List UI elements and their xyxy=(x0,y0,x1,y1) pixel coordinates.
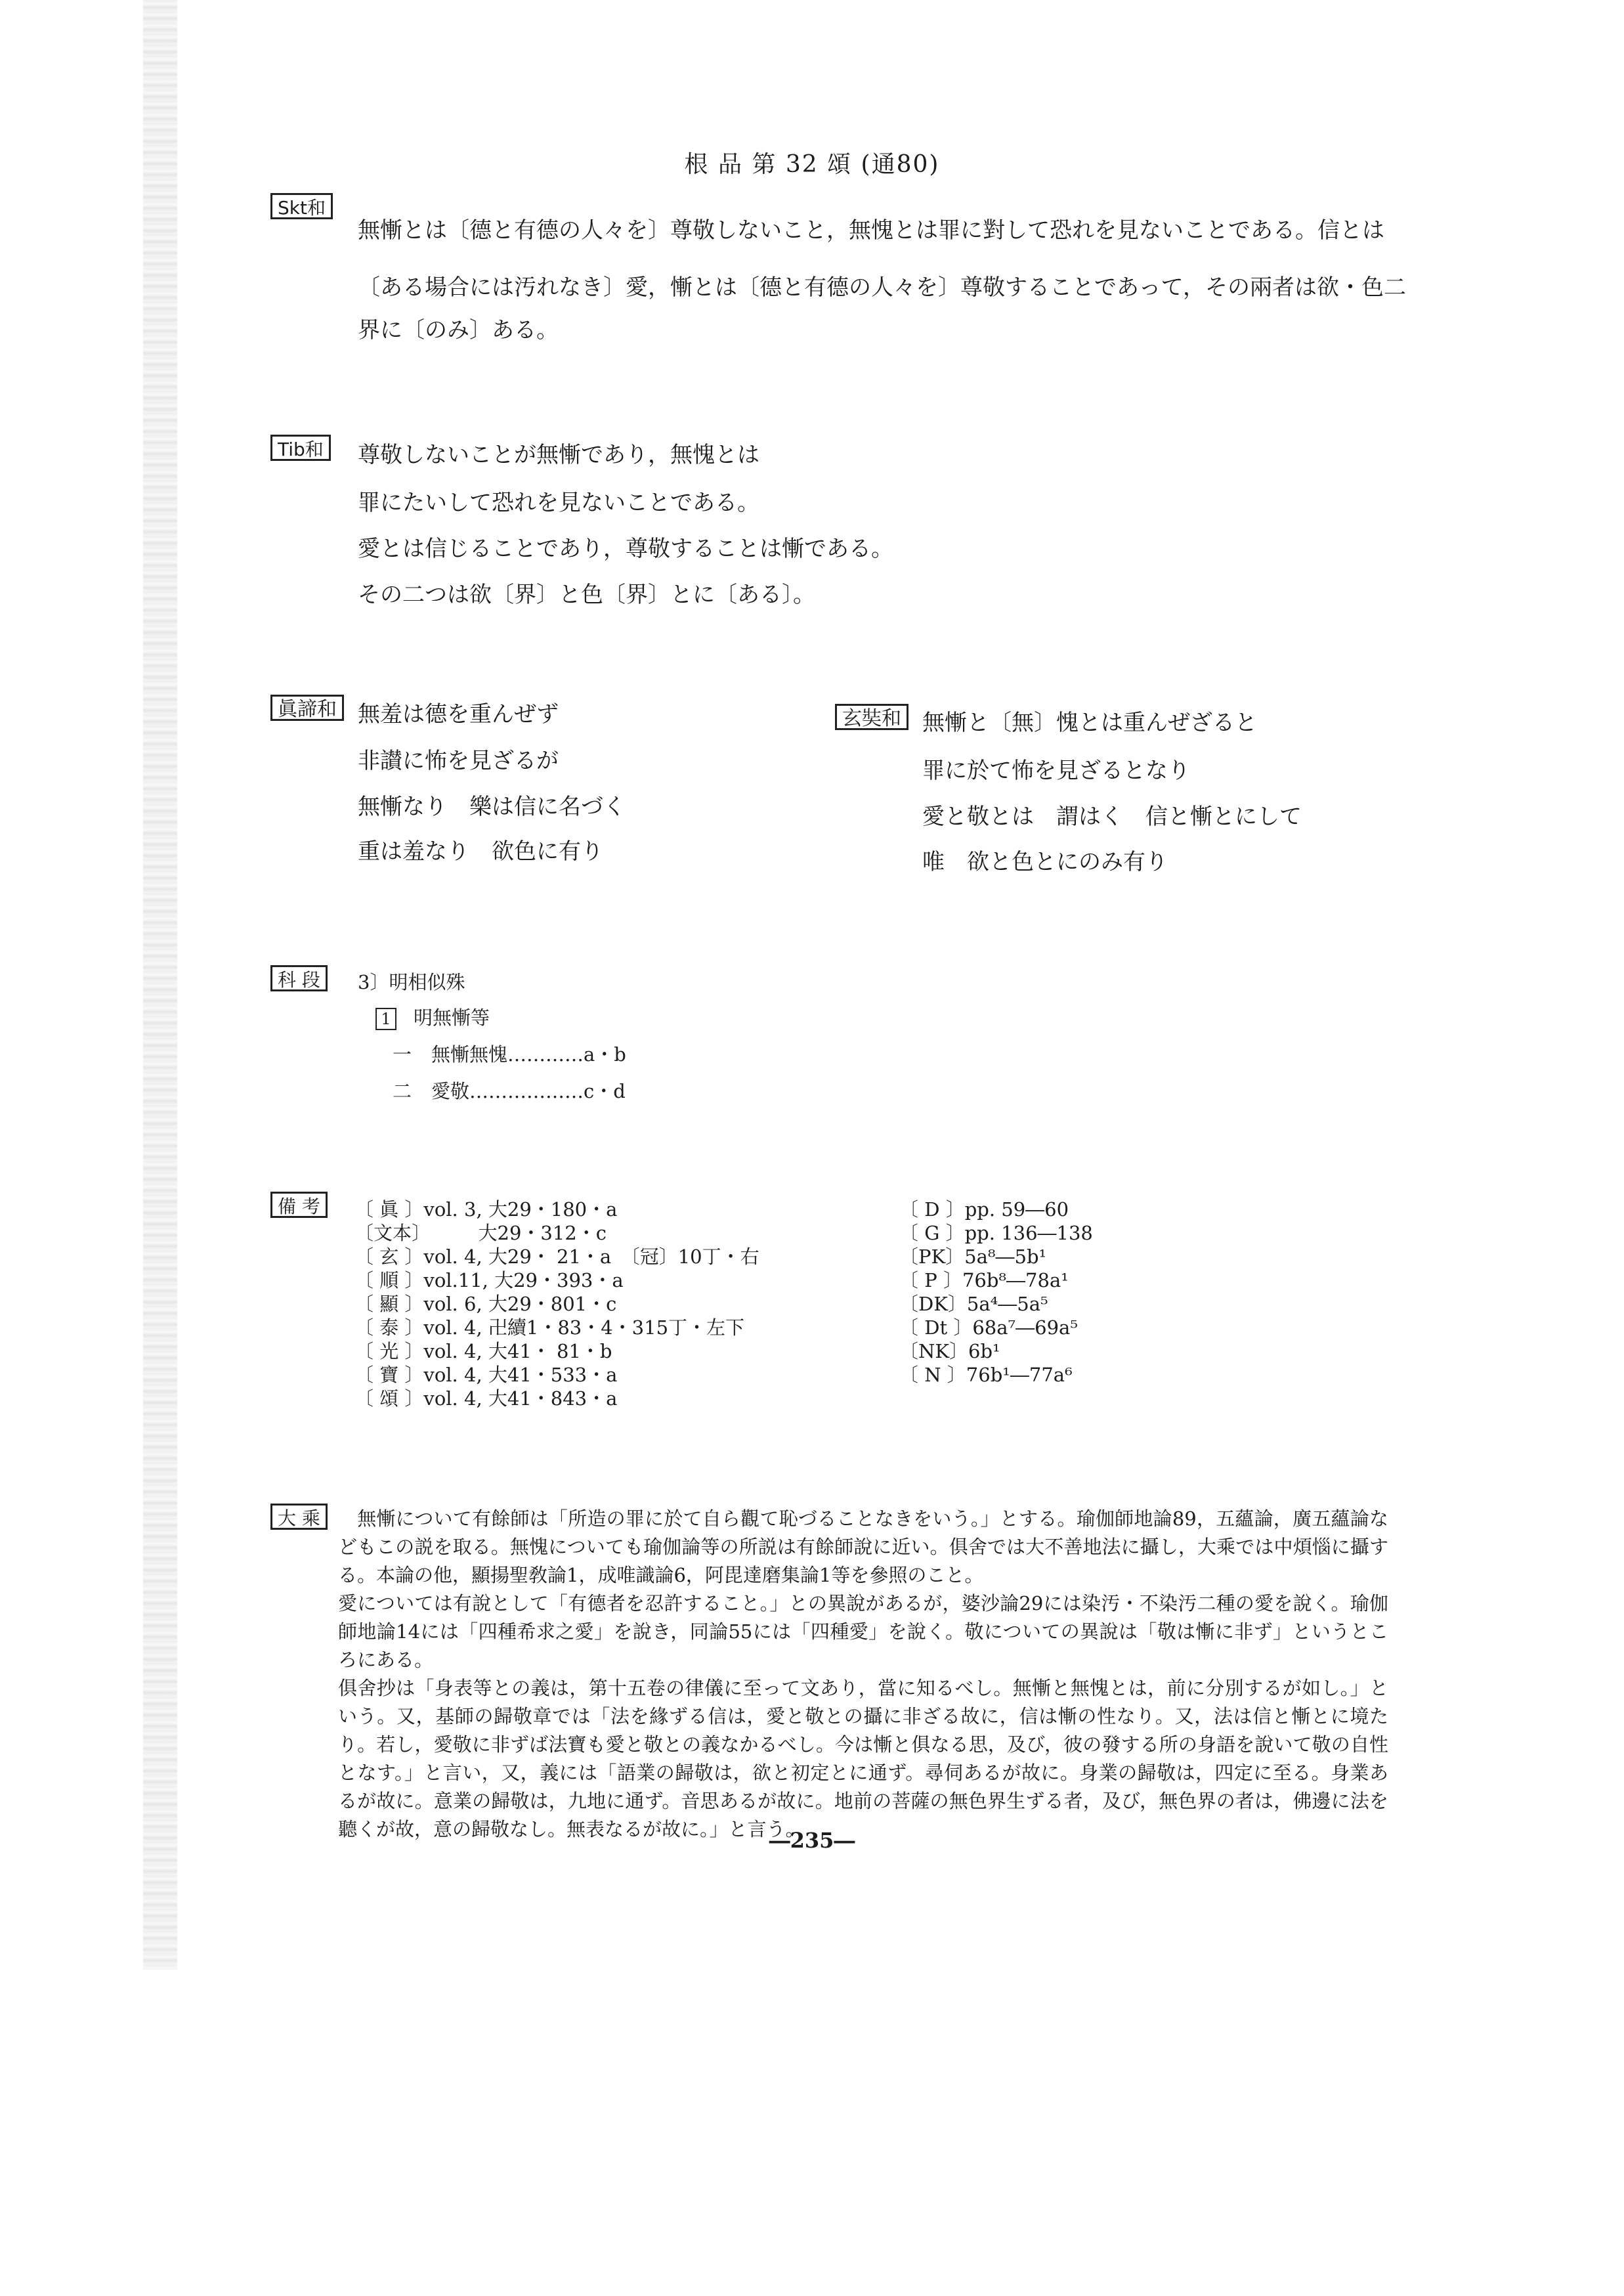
biko-left-4: 〔 順 〕vol.11, 大29・393・a xyxy=(354,1269,624,1291)
biko-left-5: 〔 顯 〕vol. 6, 大29・801・c xyxy=(354,1293,617,1315)
kadan-sub-num: 1 xyxy=(375,1008,396,1030)
biko-left-7: 〔 光 〕vol. 4, 大41・ 81・b xyxy=(354,1340,612,1362)
biko-right-4: 〔 P 〕76b⁸―78a¹ xyxy=(899,1269,1069,1291)
shindai-line-2: 非讃に怖を見ざるが xyxy=(358,748,559,774)
genjo-line-1: 無慚と〔無〕愧とは重んぜざると xyxy=(922,710,1257,736)
tib-line-4: その二つは欲〔界〕と色〔界〕とに〔ある〕。 xyxy=(358,582,815,608)
biko-left-8: 〔 寶 〕vol. 4, 大41・533・a xyxy=(354,1364,618,1386)
kadan-sub xyxy=(375,1003,490,1030)
genjo-line-3: 愛と敬とは 謂はく 信と慚とにして xyxy=(922,804,1302,830)
daijo-paragraph-1: 無慚について有餘師は「所造の罪に於て自ら觀て恥づることなきをいう。」とする。瑜伽師地論89，五蘊論，廣五蘊論などもこの説を取る。無愧についても瑜伽論等の所説は有餘師說に近い。俱舍では大不善地法に攝し，大乘では中煩惱に攝する。本論の他，顯揚聖敎論1，成唯識論6，阿毘達磨集論1等を參照のこと。 xyxy=(338,1507,1388,1586)
tib-tag: Tib和 xyxy=(270,435,331,461)
tib-line-1: 尊敬しないことが無慚であり，無愧とは xyxy=(358,442,759,468)
biko-left-6: 〔 泰 〕vol. 4, 卍續1・83・4・315丁・左下 xyxy=(354,1316,745,1339)
skt-tag: Skt和 xyxy=(270,193,333,219)
genjo-line-4: 唯 欲と色とにのみ有り xyxy=(922,849,1168,875)
biko-right-7: 〔NK〕6b¹ xyxy=(899,1340,1000,1362)
kadan-item-text: 無慚無愧…………a・b xyxy=(431,1043,626,1066)
scan-edge xyxy=(143,0,177,1970)
kadan-tag: 科 段 xyxy=(270,965,328,991)
skt-line-2: 〔ある場合には汚れなき〕愛，慚とは〔德と有德の人々を〕尊敬することであって，その兩者は欲・色二 xyxy=(358,274,1406,301)
shindai-line-4: 重は羞なり 欲色に有り xyxy=(358,838,603,865)
tib-line-3: 愛とは信じることであり，尊敬することは慚である。 xyxy=(358,536,893,562)
biko-right-8: 〔 N 〕76b¹―77a⁶ xyxy=(899,1364,1073,1386)
kadan-head: 3〕明相似殊 xyxy=(358,971,465,993)
biko-tag: 備 考 xyxy=(270,1192,328,1218)
tib-line-2: 罪にたいして恐れを見ないことである。 xyxy=(358,490,759,516)
biko-right-6: 〔 Dt 〕68a⁷―69a⁵ xyxy=(899,1316,1078,1339)
daijo-tag: 大 乘 xyxy=(270,1504,328,1530)
kadan-item-text: 愛敬………………c・d xyxy=(431,1080,626,1102)
biko-right-2: 〔 G 〕pp. 136―138 xyxy=(899,1222,1093,1244)
shindai-tag: 眞諦和 xyxy=(270,695,344,721)
genjo-line-2: 罪に於て怖を見ざるとなり xyxy=(922,758,1190,784)
biko-left-3: 〔 玄 〕vol. 4, 大29・ 21・a 〔冠〕10丁・右 xyxy=(354,1245,759,1268)
daijo-paragraph-2: 愛については有說として「有德者を忍許すること。」との異說があるが，婆沙論29には染汚・不染汚二種の愛を說く。瑜伽師地論14には「四種希求之愛」を說き，同論55には「四種愛」を說く。敬についての異說は「敬は慚に非ず」というところにある。 xyxy=(338,1592,1388,1671)
kadan-sub-text: 明無慚等 xyxy=(414,1007,490,1029)
skt-line-1: 無慚とは〔德と有德の人々を〕尊敬しないこと，無愧とは罪に對して恐れを見ないことである。信とは xyxy=(358,217,1384,244)
biko-left-9: 〔 頌 〕vol. 4, 大41・843・a xyxy=(354,1387,618,1410)
daijo-paragraph-3: 俱舍抄は「身表等との義は，第十五卷の律儀に至って文あり，當に知るべし。無慚と無愧とは，前に分別するが如し。」という。又，基師の歸敬章では「法を緣ずる信は，愛と敬との攝に非ざる故に，信は慚の性なり。又，法は信と慚とに境たり。若し，愛敬に非ずば法寶も愛と敬との義なかるべし。今は慚と俱なる思，及び，彼の發する所の身語を說いて敬の自性となす。」と言い，又，義には「語業の歸敬は，欲と初定とに通ず。尋伺あるが故に。身業の歸敬は，四定に至る。身業あるが故に。意業の歸敬は，九地に通ず。音思あるが故に。地前の菩薩の無色界生ずる者，及び，無色界の者は，佛邊に法を聽くが故，意の歸敬なし。無表なるが故に。」と言う。 xyxy=(338,1677,1388,1840)
biko-right-1: 〔 D 〕pp. 59―60 xyxy=(899,1198,1069,1221)
page-number: ―235― xyxy=(769,1828,855,1853)
biko-left-2: 〔文本〕 大29・312・c xyxy=(354,1222,607,1244)
biko-right-3: 〔PK〕5a⁸―5b¹ xyxy=(899,1245,1047,1268)
kadan-item-2 xyxy=(393,1077,626,1104)
kadan-item-1 xyxy=(393,1040,626,1067)
shindai-line-1: 無羞は德を重んぜず xyxy=(358,701,559,727)
shindai-line-3: 無慚なり 樂は信に名づく xyxy=(358,794,626,820)
kadan-item-num: 一 xyxy=(393,1043,412,1066)
biko-left-1: 〔 眞 〕vol. 3, 大29・180・a xyxy=(354,1198,618,1221)
genjo-tag: 玄奘和 xyxy=(835,704,908,730)
page-title: 根 品 第 32 頌 (通80) xyxy=(684,151,940,178)
skt-line-3: 界に〔のみ〕ある。 xyxy=(358,317,559,343)
biko-right-5: 〔DK〕5a⁴―5a⁵ xyxy=(899,1293,1048,1315)
kadan-item-num: 二 xyxy=(393,1080,412,1102)
daijo-body xyxy=(338,1505,1388,1844)
